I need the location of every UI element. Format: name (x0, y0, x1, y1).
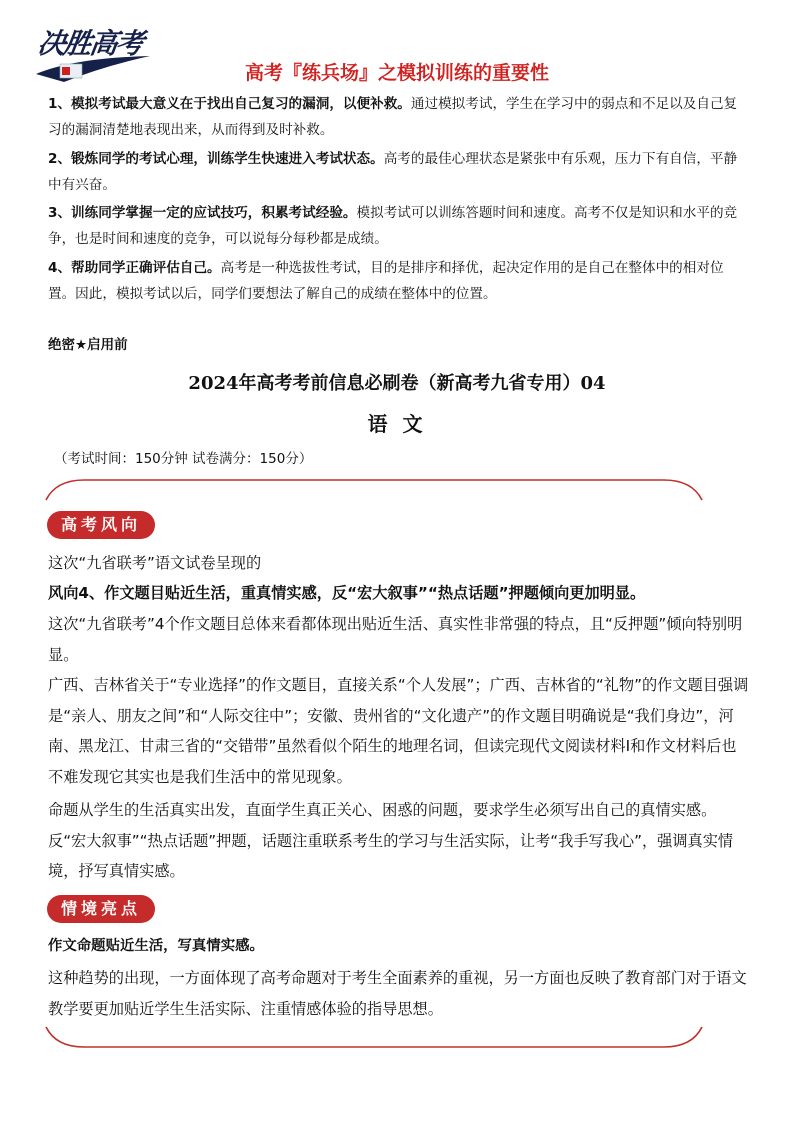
intro-item-3 (48, 200, 750, 252)
tag-label: 高考风向 (60, 515, 141, 534)
intro-item-text: 高考的最佳心理状态是紧张中有乐观，压力下有自信，平静中有兴奋。 (48, 151, 738, 193)
section1-line-4: 广西、吉林省关于“专业选择”的作文题目，直接关系“个人发展”；广西、吉林省的“礼物”的作文题目强调是“亲人、朋友之间”和“人际交往中”；安徽、贵州省的“文化遗产”的作文题目明确说是“我们身边”，河南、黑龙江、甘肃三省的“交错带”虽然看似个陌生的地理名词，但读完现代文阅读材料Ⅰ和作文材料后也不难发现它其实也是我们生活中的常见现象。 (48, 676, 749, 786)
section1-line-3: 这次“九省联考”4个作文题目总体来看都体现出贴近生活、真实性非常强的特点，且“反押题”倾向特别明显。 (48, 615, 743, 664)
section-bottom-arc (44, 1025, 704, 1049)
secret-label: 绝密★启用前 (48, 337, 128, 353)
section2-line-2: 这种趋势的出现，一方面体现了高考命题对于考生全面素养的重视，另一方面也反映了教育部门对于语文教学要更加贴近学生生活实际、注重情感体验的指导思想。 (48, 969, 747, 1018)
intro-item-bold: 4、帮助同学正确评估自己。 (48, 260, 221, 276)
intro-item-bold: 2、锻炼同学的考试心理，训练学生快速进入考试状态。 (48, 151, 384, 167)
section1-line-2: 风向4、作文题目贴近生活，重真情实感，反“宏大叙事”“热点话题”押题倾向更加明显。 (48, 584, 646, 602)
tag-label: 情境亮点 (60, 899, 141, 918)
intro-item-text: 高考是一种选拔性考试，目的是排序和择优，起决定作用的是自己在整体中的相对位置。因此，模拟考试以后，同学们要想法了解自己的成绩在整体中的位置。 (48, 260, 724, 302)
section-tag-highlight (47, 895, 155, 923)
intro-item-text: 模拟考试可以训练答题时间和速度。高考不仅是知识和水平的竞争，也是时间和速度的竞争，可以说每分每秒都是成绩。 (48, 205, 738, 247)
exam-title: 2024年高考考前信息必刷卷（新高考九省专用）04 (188, 373, 606, 394)
section1-line-1: 这次“九省联考”语文试卷呈现的 (48, 554, 262, 572)
intro-item-1 (48, 91, 750, 143)
intro-item-bold: 3、训练同学掌握一定的应试技巧，积累考试经验。 (48, 205, 357, 221)
intro-item-text: 通过模拟考试，学生在学习中的弱点和不足以及自己复习的漏洞清楚地表现出来，从而得到及时补救。 (48, 96, 738, 138)
exam-info: （考试时间：150分钟 试卷满分：150分） (54, 451, 313, 467)
intro-item-4 (48, 255, 750, 307)
section1-line-5: 命题从学生的生活真实出发，直面学生真正关心、困惑的问题，要求学生必须写出自己的真情实感。反“宏大叙事”“热点话题”押题，话题注重联系考生的学习与生活实际，让考“我手写我心”，强调真实情境，抒写真情实感。 (48, 801, 734, 880)
section-tag-trend (47, 511, 155, 539)
intro-item-2 (48, 146, 750, 198)
section2-line-1: 作文命题贴近生活，写真情实感。 (48, 938, 264, 954)
banner-title: 高考『练兵场』之模拟训练的重要性 (244, 62, 549, 84)
section-top-arc (44, 478, 704, 502)
logo-text: 决胜高考 (35, 27, 145, 60)
exam-subject: 语 文 (367, 412, 427, 436)
intro-item-bold: 1、模拟考试最大意义在于找出自己复习的漏洞，以便补救。 (48, 96, 411, 112)
